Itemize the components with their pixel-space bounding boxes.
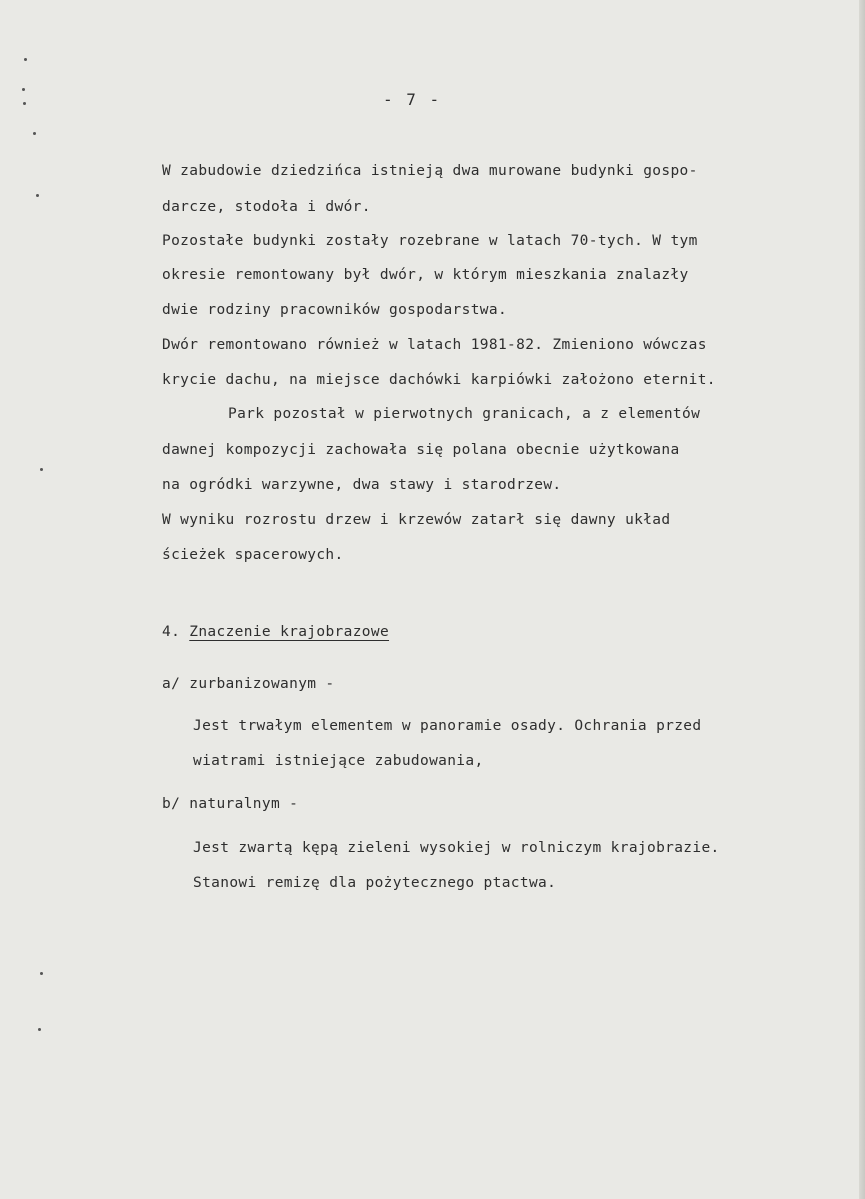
paragraph-line: dawnej kompozycji zachowała się polana obecnie użytkowana [162, 442, 680, 458]
margin-mark [33, 132, 36, 135]
margin-mark [36, 194, 39, 197]
margin-mark [40, 468, 43, 471]
paragraph-line: darcze, stodoła i dwór. [162, 199, 371, 215]
subsection-text: Jest zwartą kępą zieleni wysokiej w rolniczym krajobrazie. [193, 840, 720, 856]
margin-mark [24, 58, 27, 61]
subsection-text: Jest trwałym elementem w panoramie osady. Ochrania przed [193, 718, 702, 734]
paragraph-line: okresie remontowany był dwór, w którym mieszkania znalazły [162, 267, 689, 283]
margin-mark [38, 1028, 41, 1031]
paragraph-line: Park pozostał w pierwotnych granicach, a z elementów [228, 406, 701, 422]
margin-mark [23, 102, 26, 105]
margin-mark [40, 972, 43, 975]
page-number: - 7 - [383, 90, 442, 109]
subsection-text: wiatrami istniejące zabudowania, [193, 753, 484, 769]
paragraph-line: krycie dachu, na miejsce dachówki karpiówki założono eternit. [162, 372, 716, 388]
paragraph-line: na ogródki warzywne, dwa stawy i starodrzew. [162, 477, 562, 493]
paragraph-line: W zabudowie dziedzińca istnieją dwa murowane budynki gospo- [162, 163, 698, 179]
paragraph-line: W wyniku rozrostu drzew i krzewów zatarł się dawny układ [162, 512, 671, 528]
page-edge-shadow [859, 0, 865, 1199]
subsection-text: Stanowi remizę dla pożytecznego ptactwa. [193, 875, 557, 891]
paragraph-line: Pozostałe budynki zostały rozebrane w latach 70-tych. W tym [162, 233, 698, 249]
paragraph-line: Dwór remontowano również w latach 1981-82. Zmieniono wówczas [162, 337, 707, 353]
section-number: 4. [162, 624, 181, 640]
section-title: Znaczenie krajobrazowe [189, 624, 390, 640]
subsection-label: b/ naturalnym - [162, 796, 299, 812]
section-heading [162, 622, 389, 642]
subsection-label: a/ zurbanizowanym - [162, 676, 335, 692]
margin-mark [22, 88, 25, 91]
paragraph-line: dwie rodziny pracowników gospodarstwa. [162, 302, 508, 318]
paragraph-line: ścieżek spacerowych. [162, 547, 344, 563]
